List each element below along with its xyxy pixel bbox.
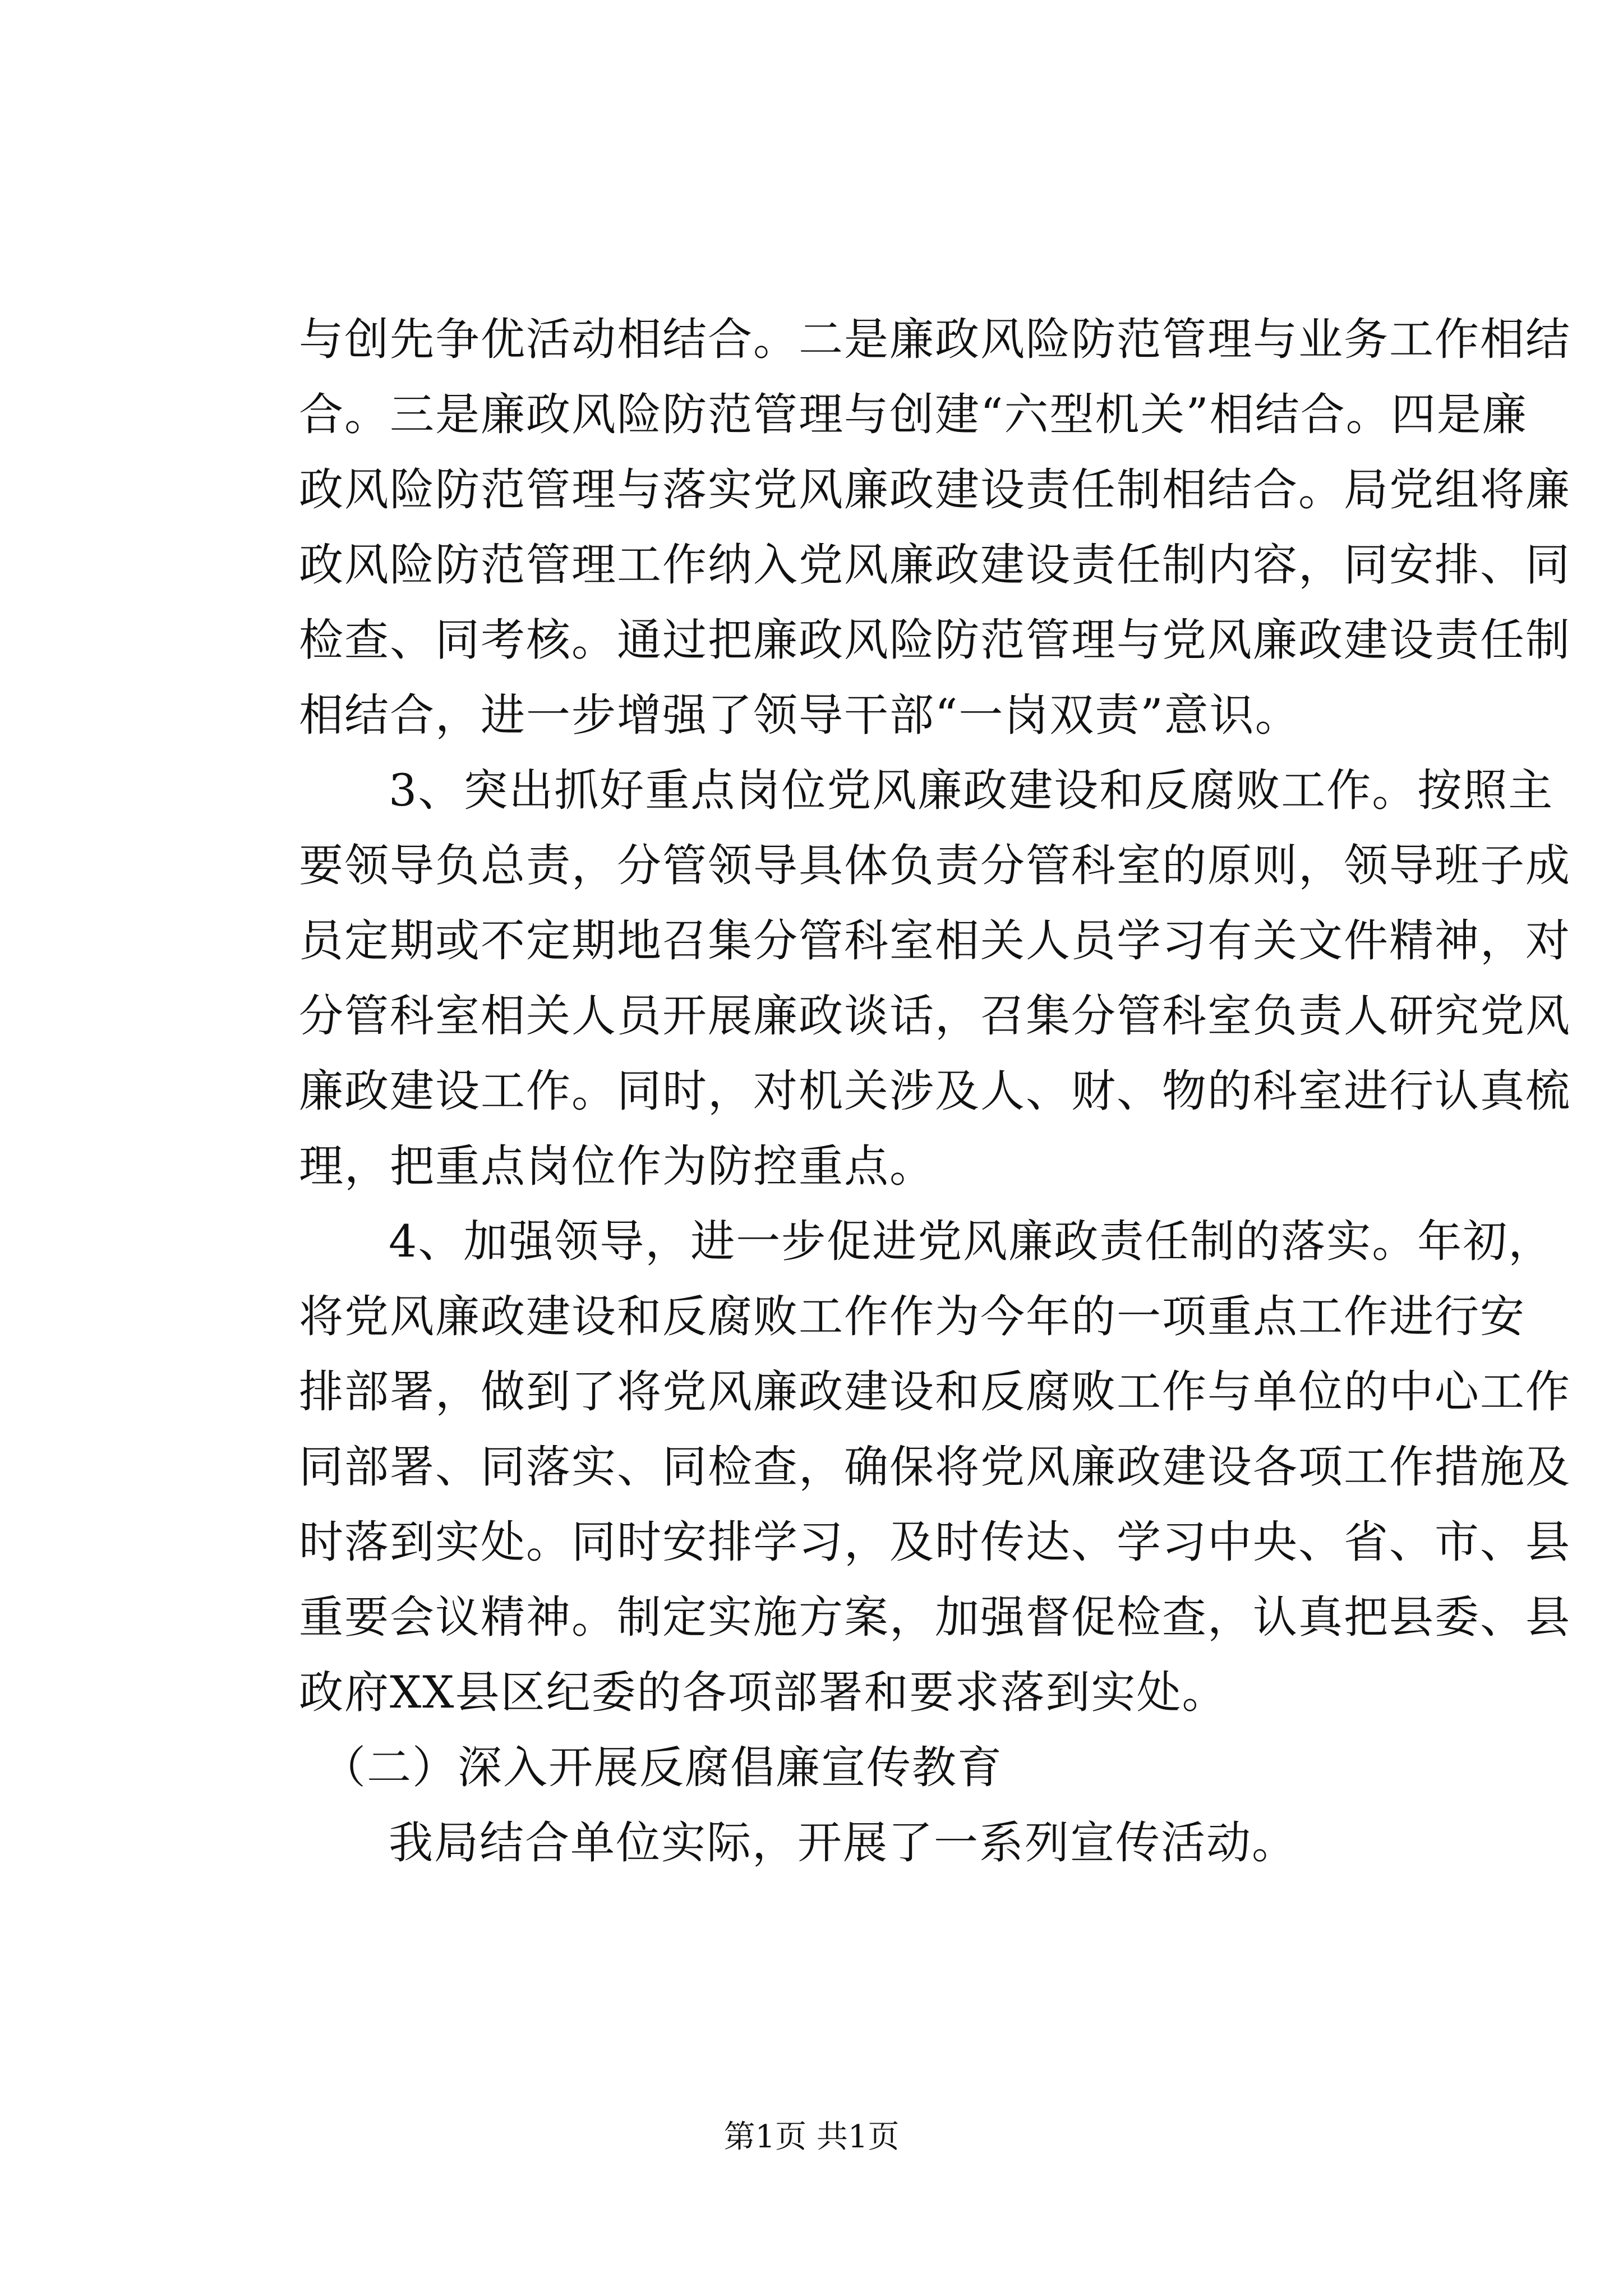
paragraph-line: 重要会议精神。制定实施方案，加强督促检查，认真把县委、县 <box>299 1591 1571 1643</box>
paragraph-line: 与创先争优活动相结合。二是廉政风险防范管理与业务工作相结 <box>299 314 1571 365</box>
paragraph-line: 时落到实处。同时安排学习，及时传达、学习中央、省、市、县 <box>299 1516 1571 1568</box>
paragraph-line: 同部署、同落实、同检查，确保将党风廉政建设各项工作措施及 <box>299 1441 1571 1493</box>
paragraph-line: 相结合，进一步增强了领导干部“一岗双责”意识。 <box>299 689 1301 741</box>
paragraph-line: 分管科室相关人员开展廉政谈话，召集分管科室负责人研究党风 <box>299 990 1571 1042</box>
paragraph-line-text: 4、加强领导，进一步促进党风廉政责任制的落实。年初， <box>389 1216 1554 1267</box>
paragraph-line <box>299 751 1554 830</box>
paragraph-line: 政风险防范管理工作纳入党风廉政建设责任制内容，同安排、同 <box>299 539 1571 591</box>
paragraph-line: 廉政建设工作。同时，对机关涉及人、财、物的科室进行认真梳 <box>299 1065 1571 1117</box>
paragraph-line: 理，把重点岗位作为防控重点。 <box>299 1140 935 1192</box>
paragraph-line: 政风险防范管理与落实党风廉政建设责任制相结合。局党组将廉 <box>299 464 1571 516</box>
paragraph-line-text: 3、突出抓好重点岗位党风廉政建设和反腐败工作。按照主 <box>389 765 1554 816</box>
paragraph-line: 合。三是廉政风险防范管理与创建“六型机关”相结合。四是廉 <box>299 389 1528 440</box>
paragraph-line: 政府XX县区纪委的各项部署和要求落到实处。 <box>299 1667 1228 1718</box>
paragraph-line: 员定期或不定期地召集分管科室相关人员学习有关文件精神，对 <box>299 915 1571 967</box>
paragraph-line <box>299 1202 1554 1281</box>
paragraph-line: 排部署，做到了将党风廉政建设和反腐败工作与单位的中心工作 <box>299 1366 1571 1418</box>
section-heading: （二）深入开展反腐倡廉宣传教育 <box>321 1742 1003 1793</box>
paragraph-line: 将党风廉政建设和反腐败工作作为今年的一项重点工作进行安 <box>299 1291 1525 1342</box>
page-footer: 第1页 共1页 <box>723 2119 900 2155</box>
paragraph-line: 要领导负总责，分管领导具体负责分管科室的原则，领导班子成 <box>299 840 1571 891</box>
paragraph-line: 检查、同考核。通过把廉政风险防范管理与党风廉政建设责任制 <box>299 614 1571 666</box>
paragraph-line: 我局结合单位实际，开展了一系列宣传活动。 <box>389 1817 1297 1869</box>
